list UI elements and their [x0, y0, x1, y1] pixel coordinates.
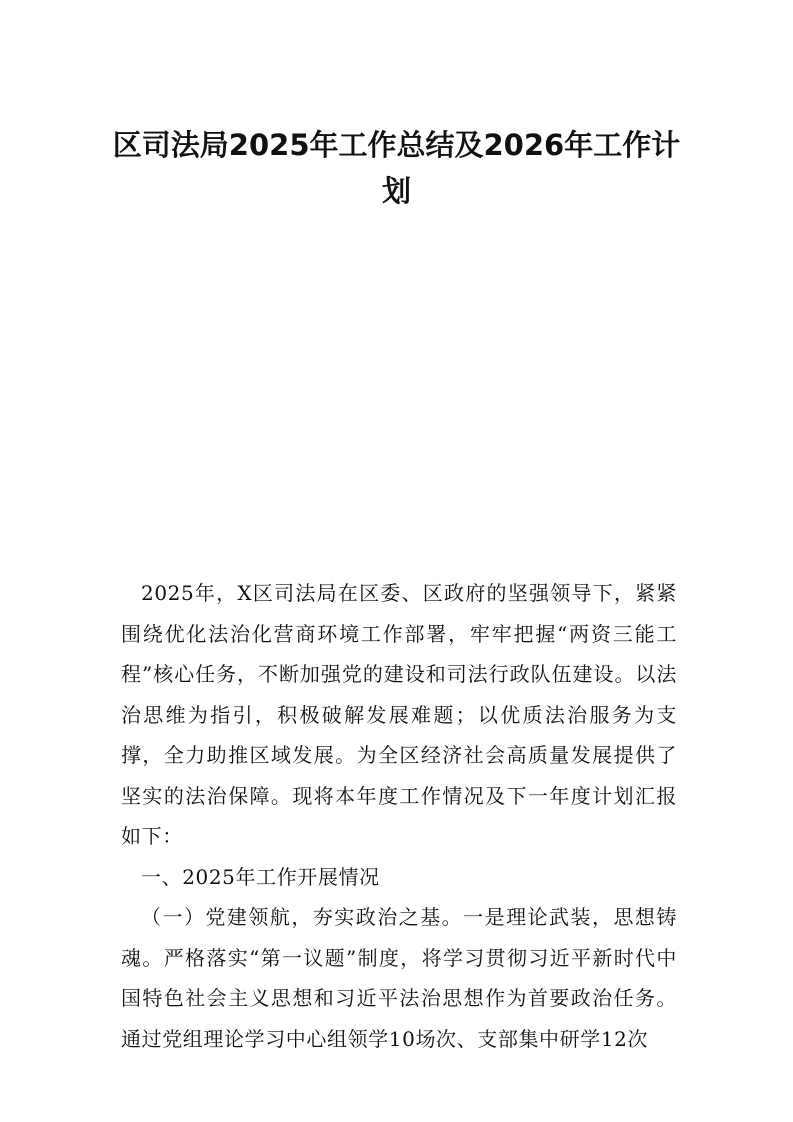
subsection-paragraph: （一）党建领航，夯实政治之基。一是理论武装，思想铸魂。严格落实“第一议题”制度，将学习贯彻习近平新时代中国特色社会主义思想和习近平法治思想作为首要政治任务。通过党组理论学习中心组领学10场次、支部集中研学12次: [121, 905, 677, 1051]
section-heading: 一、2025年工作开展情况: [141, 864, 380, 889]
intro-paragraph: 2025年，X区司法局在区委、区政府的坚强领导下，紧紧围绕优化法治化营商环境工作部署，牢牢把握“两资三能工程”核心任务，不断加强党的建设和司法行政队伍建设。以法治思维为指引，积极破解发展难题；以优质法治服务为支撑，全力助推区域发展。为全区经济社会高质量发展提供了坚实的法治保障。现将本年度工作情况及下一年度计划汇报如下：: [121, 581, 677, 848]
document-title: 区司法局2025年工作总结及2026年工作计划: [112, 128, 681, 208]
document-body: [121, 573, 677, 1059]
